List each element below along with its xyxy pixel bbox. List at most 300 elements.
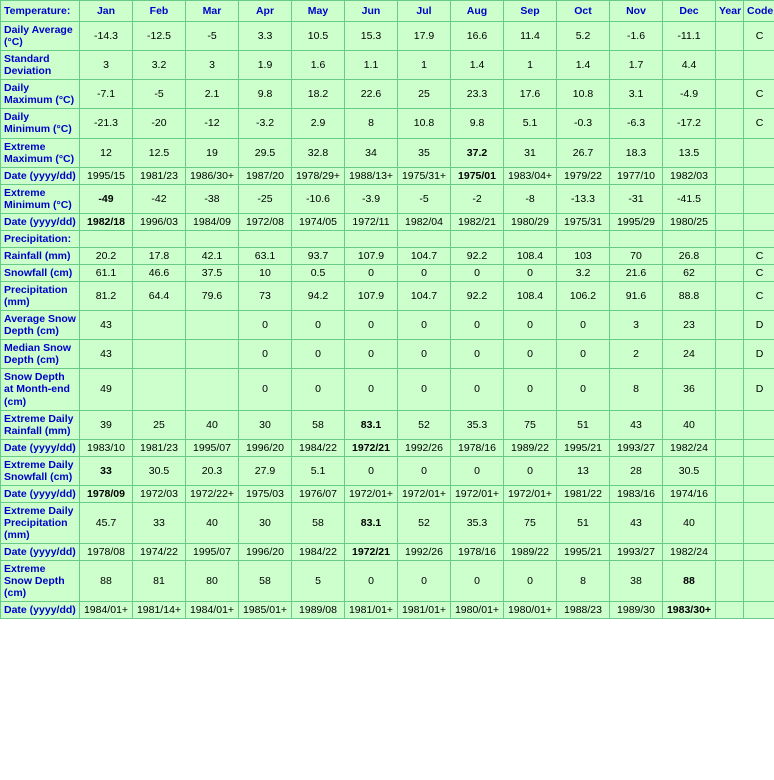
- data-cell: 1984/09: [186, 213, 239, 230]
- table-row: [1, 439, 774, 456]
- table-row: [1, 138, 774, 167]
- data-cell: 9.8: [451, 109, 504, 138]
- year-cell: [716, 456, 744, 485]
- data-cell: 49: [80, 369, 133, 410]
- data-cell: [186, 340, 239, 369]
- data-cell: -5: [133, 80, 186, 109]
- data-cell: 17.9: [398, 22, 451, 51]
- column-header-oct: Oct: [557, 1, 610, 22]
- data-cell: 3.1: [610, 80, 663, 109]
- data-cell: -13.3: [557, 184, 610, 213]
- data-cell: 80: [186, 561, 239, 602]
- code-cell: C: [744, 22, 774, 51]
- data-cell: 10.8: [398, 109, 451, 138]
- column-header-aug: Aug: [451, 1, 504, 22]
- data-cell: 1972/01+: [451, 485, 504, 502]
- data-cell: 30: [239, 410, 292, 439]
- table-row: [1, 184, 774, 213]
- section-filler-cell: [239, 230, 292, 247]
- data-cell: 0: [398, 561, 451, 602]
- data-cell: 1989/22: [504, 439, 557, 456]
- data-cell: 75: [504, 410, 557, 439]
- data-cell: 1975/03: [239, 485, 292, 502]
- row-label: Date (yyyy/dd): [1, 602, 80, 619]
- data-cell: 1980/25: [663, 213, 716, 230]
- data-cell: 25: [398, 80, 451, 109]
- data-cell: 1.9: [239, 51, 292, 80]
- row-label: Date (yyyy/dd): [1, 213, 80, 230]
- data-cell: -3.2: [239, 109, 292, 138]
- year-cell: [716, 410, 744, 439]
- data-cell: 1982/21: [451, 213, 504, 230]
- row-label: Extreme Daily Snowfall (cm): [1, 456, 80, 485]
- data-cell: 1.6: [292, 51, 345, 80]
- data-cell: 1982/04: [398, 213, 451, 230]
- data-cell: 3: [80, 51, 133, 80]
- data-cell: 31: [504, 138, 557, 167]
- code-cell: [744, 184, 774, 213]
- data-cell: 1983/16: [610, 485, 663, 502]
- data-cell: 64.4: [133, 282, 186, 311]
- data-cell: 0: [451, 369, 504, 410]
- data-cell: -5: [186, 22, 239, 51]
- data-cell: 0: [451, 456, 504, 485]
- data-cell: 94.2: [292, 282, 345, 311]
- data-cell: 42.1: [186, 247, 239, 264]
- table-row: [1, 109, 774, 138]
- section-filler-cell: [186, 230, 239, 247]
- data-cell: 1992/26: [398, 439, 451, 456]
- data-cell: 0.5: [292, 264, 345, 281]
- data-cell: -11.1: [663, 22, 716, 51]
- code-cell: C: [744, 247, 774, 264]
- data-cell: 88.8: [663, 282, 716, 311]
- data-cell: 1978/08: [80, 544, 133, 561]
- data-cell: 0: [398, 264, 451, 281]
- data-cell: 1977/10: [610, 167, 663, 184]
- data-cell: 1995/29: [610, 213, 663, 230]
- column-header-code: Code: [744, 1, 774, 22]
- data-cell: 51: [557, 410, 610, 439]
- table-header-row: [1, 1, 774, 22]
- data-cell: 1987/20: [239, 167, 292, 184]
- data-cell: 1978/16: [451, 544, 504, 561]
- data-cell: 52: [398, 502, 451, 543]
- data-cell: 40: [186, 502, 239, 543]
- data-cell: 1972/01+: [398, 485, 451, 502]
- year-cell: [716, 167, 744, 184]
- year-cell: [716, 311, 744, 340]
- data-cell: 1972/21: [345, 439, 398, 456]
- data-cell: 2: [610, 340, 663, 369]
- data-cell: 93.7: [292, 247, 345, 264]
- data-cell: 1981/14+: [133, 602, 186, 619]
- data-cell: 20.2: [80, 247, 133, 264]
- year-cell: [716, 369, 744, 410]
- data-cell: 30.5: [133, 456, 186, 485]
- row-label: Date (yyyy/dd): [1, 544, 80, 561]
- section-filler-cell: [716, 230, 744, 247]
- data-cell: 21.6: [610, 264, 663, 281]
- section-filler-cell: [557, 230, 610, 247]
- data-cell: 10.5: [292, 22, 345, 51]
- data-cell: 1.4: [451, 51, 504, 80]
- data-cell: 1982/03: [663, 167, 716, 184]
- data-cell: 18.3: [610, 138, 663, 167]
- data-cell: 0: [292, 369, 345, 410]
- data-cell: 1995/21: [557, 544, 610, 561]
- code-cell: [744, 138, 774, 167]
- data-cell: 0: [292, 340, 345, 369]
- section-filler-cell: [744, 230, 774, 247]
- data-cell: 1972/21: [345, 544, 398, 561]
- table-row: [1, 340, 774, 369]
- year-cell: [716, 561, 744, 602]
- year-cell: [716, 138, 744, 167]
- data-cell: 40: [663, 502, 716, 543]
- data-cell: -6.3: [610, 109, 663, 138]
- data-cell: 1993/27: [610, 439, 663, 456]
- data-cell: 91.6: [610, 282, 663, 311]
- data-cell: 35.3: [451, 410, 504, 439]
- data-cell: 9.8: [239, 80, 292, 109]
- data-cell: 0: [345, 311, 398, 340]
- data-cell: 1975/01: [451, 167, 504, 184]
- data-cell: 73: [239, 282, 292, 311]
- data-cell: 79.6: [186, 282, 239, 311]
- data-cell: -21.3: [80, 109, 133, 138]
- year-cell: [716, 602, 744, 619]
- data-cell: -8: [504, 184, 557, 213]
- data-cell: 40: [186, 410, 239, 439]
- data-cell: 104.7: [398, 282, 451, 311]
- data-cell: 5: [292, 561, 345, 602]
- data-cell: 4.4: [663, 51, 716, 80]
- code-cell: [744, 456, 774, 485]
- data-cell: -49: [80, 184, 133, 213]
- data-cell: 0: [451, 311, 504, 340]
- data-cell: 1.4: [557, 51, 610, 80]
- code-cell: D: [744, 340, 774, 369]
- data-cell: 0: [504, 311, 557, 340]
- data-cell: 1.7: [610, 51, 663, 80]
- data-cell: 81.2: [80, 282, 133, 311]
- data-cell: 0: [504, 561, 557, 602]
- year-cell: [716, 264, 744, 281]
- column-header-mar: Mar: [186, 1, 239, 22]
- row-label: Precipitation (mm): [1, 282, 80, 311]
- data-cell: 0: [557, 369, 610, 410]
- row-label: Extreme Daily Precipitation (mm): [1, 502, 80, 543]
- code-cell: [744, 561, 774, 602]
- data-cell: 0: [451, 264, 504, 281]
- data-cell: -38: [186, 184, 239, 213]
- data-cell: 103: [557, 247, 610, 264]
- data-cell: 5.1: [504, 109, 557, 138]
- section-header-precipitation: [1, 230, 774, 247]
- data-cell: 1982/24: [663, 544, 716, 561]
- data-cell: [133, 311, 186, 340]
- data-cell: 10.8: [557, 80, 610, 109]
- section-label-precipitation: Precipitation:: [1, 230, 80, 247]
- data-cell: 51: [557, 502, 610, 543]
- data-cell: 0: [504, 264, 557, 281]
- row-label: Daily Average (°C): [1, 22, 80, 51]
- data-cell: 45.7: [80, 502, 133, 543]
- code-cell: C: [744, 282, 774, 311]
- row-label: Standard Deviation: [1, 51, 80, 80]
- code-cell: D: [744, 369, 774, 410]
- data-cell: 35.3: [451, 502, 504, 543]
- data-cell: -17.2: [663, 109, 716, 138]
- year-cell: [716, 340, 744, 369]
- data-cell: 1: [504, 51, 557, 80]
- data-cell: 0: [504, 456, 557, 485]
- data-cell: 10: [239, 264, 292, 281]
- data-cell: 0: [345, 561, 398, 602]
- data-cell: 32.8: [292, 138, 345, 167]
- data-cell: 39: [80, 410, 133, 439]
- year-cell: [716, 282, 744, 311]
- data-cell: 37.2: [451, 138, 504, 167]
- data-cell: -5: [398, 184, 451, 213]
- data-cell: -0.3: [557, 109, 610, 138]
- column-header-may: May: [292, 1, 345, 22]
- data-cell: 43: [80, 340, 133, 369]
- column-header-nov: Nov: [610, 1, 663, 22]
- data-cell: 0: [398, 340, 451, 369]
- section-filler-cell: [80, 230, 133, 247]
- data-cell: 106.2: [557, 282, 610, 311]
- data-cell: 5.1: [292, 456, 345, 485]
- data-cell: 0: [398, 456, 451, 485]
- data-cell: 40: [663, 410, 716, 439]
- row-label: Median Snow Depth (cm): [1, 340, 80, 369]
- data-cell: 17.6: [504, 80, 557, 109]
- data-cell: 18.2: [292, 80, 345, 109]
- data-cell: 0: [345, 456, 398, 485]
- data-cell: 1985/01+: [239, 602, 292, 619]
- table-row: [1, 80, 774, 109]
- table-row: [1, 502, 774, 543]
- data-cell: 0: [557, 311, 610, 340]
- data-cell: 0: [451, 561, 504, 602]
- data-cell: 0: [557, 340, 610, 369]
- data-cell: 1984/01+: [80, 602, 133, 619]
- row-label: Daily Minimum (°C): [1, 109, 80, 138]
- data-cell: 43: [610, 502, 663, 543]
- year-cell: [716, 22, 744, 51]
- data-cell: 1986/30+: [186, 167, 239, 184]
- data-cell: 33: [80, 456, 133, 485]
- data-cell: 3: [186, 51, 239, 80]
- data-cell: 88: [80, 561, 133, 602]
- data-cell: 1988/13+: [345, 167, 398, 184]
- section-filler-cell: [451, 230, 504, 247]
- data-cell: 104.7: [398, 247, 451, 264]
- column-header-year: Year: [716, 1, 744, 22]
- data-cell: 3.3: [239, 22, 292, 51]
- data-cell: 1978/29+: [292, 167, 345, 184]
- data-cell: 1980/01+: [451, 602, 504, 619]
- data-cell: 2.9: [292, 109, 345, 138]
- data-cell: 1975/31+: [398, 167, 451, 184]
- data-cell: 1972/11: [345, 213, 398, 230]
- year-cell: [716, 485, 744, 502]
- data-cell: 38: [610, 561, 663, 602]
- section-filler-cell: [133, 230, 186, 247]
- year-cell: [716, 51, 744, 80]
- data-cell: 1: [398, 51, 451, 80]
- data-cell: [186, 311, 239, 340]
- data-cell: -4.9: [663, 80, 716, 109]
- data-cell: 0: [504, 369, 557, 410]
- data-cell: 1974/22: [133, 544, 186, 561]
- data-cell: 26.7: [557, 138, 610, 167]
- data-cell: 1974/05: [292, 213, 345, 230]
- year-cell: [716, 544, 744, 561]
- data-cell: 0: [345, 369, 398, 410]
- year-cell: [716, 439, 744, 456]
- data-cell: 29.5: [239, 138, 292, 167]
- data-cell: 1972/01+: [345, 485, 398, 502]
- data-cell: 1995/07: [186, 544, 239, 561]
- data-cell: 1984/22: [292, 439, 345, 456]
- data-cell: 0: [239, 340, 292, 369]
- data-cell: 1980/29: [504, 213, 557, 230]
- data-cell: 30.5: [663, 456, 716, 485]
- data-cell: 33: [133, 502, 186, 543]
- code-cell: [744, 51, 774, 80]
- section-filler-cell: [610, 230, 663, 247]
- data-cell: 3: [610, 311, 663, 340]
- data-cell: 62: [663, 264, 716, 281]
- data-cell: -1.6: [610, 22, 663, 51]
- data-cell: 28: [610, 456, 663, 485]
- data-cell: 1981/22: [557, 485, 610, 502]
- year-cell: [716, 109, 744, 138]
- data-cell: 83.1: [345, 502, 398, 543]
- data-cell: 70: [610, 247, 663, 264]
- table-row: [1, 247, 774, 264]
- column-header-jul: Jul: [398, 1, 451, 22]
- table-row: [1, 22, 774, 51]
- table-row: [1, 456, 774, 485]
- data-cell: 1983/30+: [663, 602, 716, 619]
- data-cell: -41.5: [663, 184, 716, 213]
- code-cell: D: [744, 311, 774, 340]
- data-cell: 92.2: [451, 247, 504, 264]
- data-cell: 52: [398, 410, 451, 439]
- data-cell: 25: [133, 410, 186, 439]
- data-cell: 8: [345, 109, 398, 138]
- data-cell: 37.5: [186, 264, 239, 281]
- data-cell: 1996/20: [239, 439, 292, 456]
- data-cell: 1996/03: [133, 213, 186, 230]
- code-cell: C: [744, 109, 774, 138]
- table-row: [1, 485, 774, 502]
- data-cell: 1989/08: [292, 602, 345, 619]
- row-label: Average Snow Depth (cm): [1, 311, 80, 340]
- data-cell: 3.2: [133, 51, 186, 80]
- row-label: Extreme Snow Depth (cm): [1, 561, 80, 602]
- data-cell: -31: [610, 184, 663, 213]
- data-cell: 1975/31: [557, 213, 610, 230]
- table-row: [1, 602, 774, 619]
- data-cell: 1984/01+: [186, 602, 239, 619]
- code-cell: [744, 213, 774, 230]
- code-cell: C: [744, 80, 774, 109]
- data-cell: 1988/23: [557, 602, 610, 619]
- table-row: [1, 311, 774, 340]
- data-cell: 19: [186, 138, 239, 167]
- data-cell: 58: [292, 410, 345, 439]
- data-cell: 61.1: [80, 264, 133, 281]
- year-cell: [716, 184, 744, 213]
- data-cell: 1978/16: [451, 439, 504, 456]
- data-cell: 1995/21: [557, 439, 610, 456]
- data-cell: -20: [133, 109, 186, 138]
- data-cell: 63.1: [239, 247, 292, 264]
- data-cell: 107.9: [345, 247, 398, 264]
- data-cell: 0: [398, 311, 451, 340]
- data-cell: -10.6: [292, 184, 345, 213]
- table-row: [1, 167, 774, 184]
- data-cell: 1978/09: [80, 485, 133, 502]
- row-label: Date (yyyy/dd): [1, 439, 80, 456]
- data-cell: 17.8: [133, 247, 186, 264]
- data-cell: 1989/22: [504, 544, 557, 561]
- row-label: Extreme Maximum (°C): [1, 138, 80, 167]
- row-label: Daily Maximum (°C): [1, 80, 80, 109]
- data-cell: 1989/30: [610, 602, 663, 619]
- code-cell: [744, 485, 774, 502]
- row-label: Snow Depth at Month-end (cm): [1, 369, 80, 410]
- column-header-dec: Dec: [663, 1, 716, 22]
- table-row: [1, 213, 774, 230]
- data-cell: 58: [292, 502, 345, 543]
- code-cell: [744, 544, 774, 561]
- section-filler-cell: [398, 230, 451, 247]
- data-cell: 23.3: [451, 80, 504, 109]
- section-filler-cell: [345, 230, 398, 247]
- data-cell: 26.8: [663, 247, 716, 264]
- data-cell: -7.1: [80, 80, 133, 109]
- data-cell: 1.1: [345, 51, 398, 80]
- table-row: [1, 51, 774, 80]
- data-cell: 1981/01+: [345, 602, 398, 619]
- column-header-jan: Jan: [80, 1, 133, 22]
- table-row: [1, 282, 774, 311]
- data-cell: 0: [398, 369, 451, 410]
- section-filler-cell: [663, 230, 716, 247]
- data-cell: 107.9: [345, 282, 398, 311]
- data-cell: 1980/01+: [504, 602, 557, 619]
- data-cell: 30: [239, 502, 292, 543]
- data-cell: 0: [239, 311, 292, 340]
- data-cell: 13.5: [663, 138, 716, 167]
- data-cell: 1972/08: [239, 213, 292, 230]
- data-cell: 1974/16: [663, 485, 716, 502]
- data-cell: 1981/23: [133, 439, 186, 456]
- row-label: Extreme Daily Rainfall (mm): [1, 410, 80, 439]
- data-cell: 1981/01+: [398, 602, 451, 619]
- data-cell: [186, 369, 239, 410]
- data-cell: 0: [345, 264, 398, 281]
- data-cell: 8: [610, 369, 663, 410]
- section-filler-cell: [504, 230, 557, 247]
- row-label: Date (yyyy/dd): [1, 485, 80, 502]
